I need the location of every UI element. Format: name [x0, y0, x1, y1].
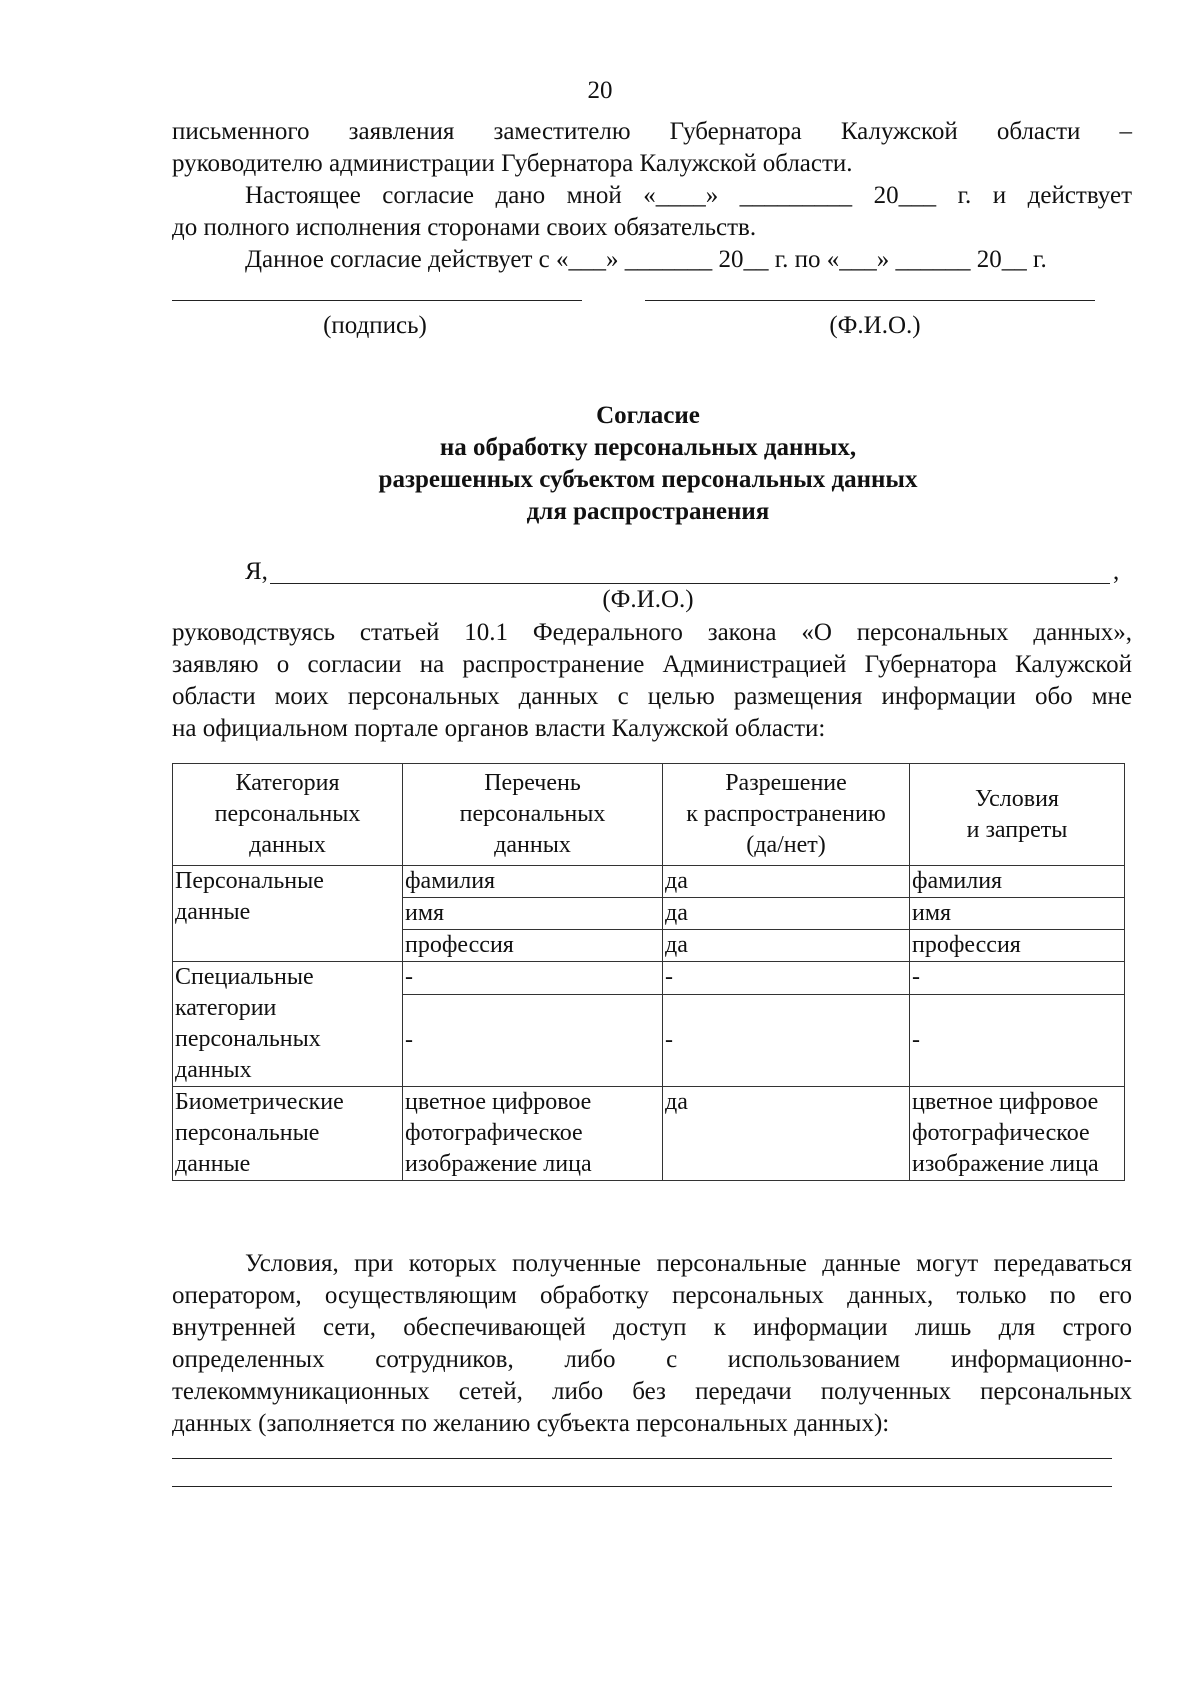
header-conditions: Условия и запреты	[910, 764, 1125, 866]
name-caption: (Ф.И.О.)	[829, 312, 921, 339]
conditions-line-3: внутренней сети, обеспечивающей доступ к информации лишь для строго	[172, 1314, 1132, 1341]
name-rule	[645, 300, 1095, 301]
table-row: - - -	[173, 995, 1125, 1087]
table-row: Специальные категории персональных данных - - -	[173, 962, 1125, 995]
intro-line-2: руководителю администрации Губернатора Калужской области.	[172, 150, 853, 177]
table-row: профессия да профессия	[173, 930, 1125, 962]
consent-title: Согласие	[596, 402, 700, 429]
conditions-line-4: определенных сотрудников, либо с использованием информационно-	[172, 1346, 1132, 1373]
table-row: имя да имя	[173, 898, 1125, 930]
declaration-line-3: области моих персональных данных с целью размещения информации обо мне	[172, 683, 1132, 710]
validity-period-line: Данное согласие действует с «___» _______ 20__ г. по «___» ______ 20__ г.	[245, 246, 1047, 273]
signature-caption: (подпись)	[323, 312, 427, 339]
header-permission: Разрешение к распространению (да/нет)	[663, 764, 910, 866]
category-special: Специальные категории персональных данных	[173, 962, 403, 1087]
fio-comma: ,	[1113, 558, 1120, 585]
conditions-fill-rule-2	[172, 1486, 1112, 1487]
conditions-fill-rule-1	[172, 1458, 1112, 1459]
declaration-line-4: на официальном портале органов власти Калужской области:	[172, 715, 826, 742]
page-number: 20	[587, 77, 613, 104]
conditions-line-2: оператором, осуществляющим обработку персональных данных, только по его	[172, 1282, 1132, 1309]
conditions-line-5: телекоммуникационных сетей, либо без передачи полученных персональных	[172, 1378, 1132, 1405]
header-list: Перечень персональных данных	[403, 764, 663, 866]
category-personal: Персональные данные	[173, 866, 403, 930]
declaration-line-1: руководствуясь статьей 10.1 Федерального закона «О персональных данных»,	[172, 619, 1132, 646]
consent-date-line: Настоящее согласие дано мной «____» _________ 20___ г. и действует	[245, 182, 1132, 209]
table-row: Биометрические персональные данные цветное цифровое фотографическое изображение лица да цветное цифровое фотографическое изображение лица	[173, 1087, 1125, 1181]
consent-title-line-3: разрешенных субъектом персональных данных	[378, 466, 918, 493]
table-row: Персональные данные фамилия да фамилия	[173, 866, 1125, 898]
ya-label: Я,	[245, 558, 268, 585]
consent-title-line-2: на обработку персональных данных,	[439, 434, 857, 461]
intro-line-4: до полного исполнения сторонами своих обязательств.	[172, 214, 757, 241]
signature-rule	[172, 300, 582, 301]
table-header-row	[173, 764, 1125, 866]
consent-title-line-4: для распространения	[526, 498, 770, 525]
conditions-line-1: Условия, при которых полученные персональные данные могут передаваться	[245, 1250, 1132, 1277]
declaration-line-2: заявляю о согласии на распространение Администрацией Губернатора Калужской	[172, 651, 1132, 678]
intro-line-1: письменного заявления заместителю Губернатора Калужской области –	[172, 118, 1132, 145]
conditions-line-6: данных (заполняется по желанию субъекта персональных данных):	[172, 1410, 890, 1437]
personal-data-table	[172, 763, 1125, 1181]
header-category: Категория персональных данных	[173, 764, 403, 866]
category-biometric: Биометрические персональные данные	[173, 1087, 403, 1181]
fio-caption: (Ф.И.О.)	[602, 586, 694, 613]
